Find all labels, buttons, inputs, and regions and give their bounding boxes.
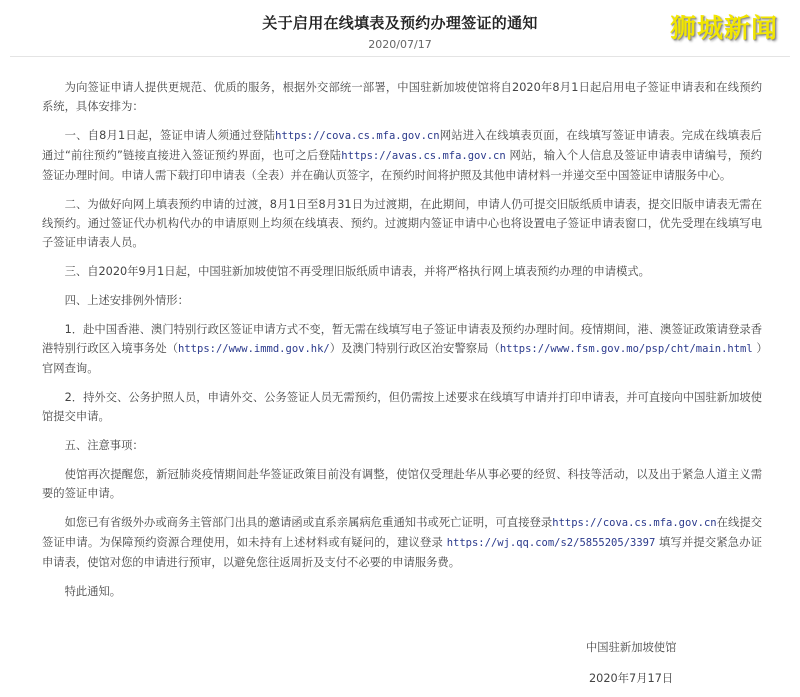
- wj-qq-link[interactable]: https://wj.qq.com/s2/5855205/3397: [446, 537, 656, 549]
- section-4-heading: 四、上述安排例外情形：: [64, 294, 189, 307]
- section-5-2-paragraph: [42, 513, 762, 572]
- immd-link[interactable]: https://www.immd.gov.hk/: [178, 343, 330, 355]
- cova-link[interactable]: https://cova.cs.mfa.gov.cn: [275, 130, 440, 142]
- section-5-2-text-c: 填写并提交紧急办证申请表，使馆对您的申请进行预审，以避免您往返周折及支付不必要的申请服务费。: [42, 536, 762, 569]
- section-2-paragraph: 二、为做好向网上填表预约申请的过渡，8月1日至8月31日为过渡期，在此期间，申请人仍可提交旧版纸质申请表，提交旧版申请表无需在线预约。通过签证代办机构代办的申请原则上均须在线填表、预约。过渡期内签证申请中心也将设置电子签证申请表窗口，优先受理在线填写电子签证申请表人员。: [42, 198, 762, 249]
- section-1-text-b: 网站进入在线填表页面，在线填写签证申请表。完成在线填表后通过“前往预约”链接直接进入签证预约界面，也可之后登陆: [42, 129, 762, 162]
- closing-line: 特此通知。: [64, 585, 122, 598]
- watermark-logo: 狮城新闻: [669, 14, 778, 44]
- section-5-2-text-b: 在线提交签证申请。为保障预约资源合理使用，如未持有上述材料或有疑问的，建议登录: [42, 516, 762, 549]
- section-3-paragraph: 三、自2020年9月1日起，中国驻新加坡使馆不再受理旧版纸质申请表，并将严格执行网上填表预约办理的申请模式。: [64, 265, 650, 278]
- signature-org: 中国驻新加坡使馆: [586, 641, 677, 654]
- section-4-1-text-b: ）及澳门特别行政区治安警察局（: [329, 342, 500, 355]
- section-4-1-paragraph: [42, 320, 762, 378]
- section-4-1-text-a: 1．赴中国香港、澳门特别行政区签证申请方式不变，暂无需在线填写电子签证申请表及预约办理时间。疫情期间，港、澳签证政策请登录香港特别行政区入境事务处（: [42, 323, 762, 355]
- article-header: [0, 0, 800, 56]
- section-4-1-text-c: ）官网查询。: [42, 342, 762, 375]
- section-4-2-paragraph: 2．持外交、公务护照人员，申请外交、公务签证人员无需预约，但仍需按上述要求在线填写申请并打印申请表，并可直接向中国驻新加坡使馆提交申请。: [42, 391, 762, 423]
- cova-link-2[interactable]: https://cova.cs.mfa.gov.cn: [552, 517, 717, 529]
- section-5-2-text-a: 如您已有省级外办或商务主管部门出具的邀请函或直系亲属病危重通知书或死亡证明，可直接登录: [64, 516, 553, 529]
- signature-date: 2020年7月17日: [589, 672, 674, 685]
- section-1-text-c: 网站，输入个人信息及签证申请表申请编号，预约签证办理时间。申请人需下载打印申请表（全表）并在确认页签字，在预约时间将护照及其他申请材料一并递交至中国签证申请服务中心。: [42, 149, 762, 182]
- avas-link[interactable]: https://avas.cs.mfa.gov.cn: [341, 150, 506, 162]
- article-body: [42, 78, 762, 611]
- section-1-text-a: 一、自8月1日起，签证申请人须通过登陆: [64, 129, 276, 142]
- article-title: 关于启用在线填表及预约办理签证的通知: [262, 14, 538, 32]
- publish-date: 2020/07/17: [368, 38, 432, 51]
- intro-paragraph: 为向签证申请人提供更规范、优质的服务，根据外交部统一部署，中国驻新加坡使馆将自2020年8月1日起启用电子签证申请表和在线预约系统，具体安排为：: [42, 81, 762, 113]
- section-5-1-paragraph: 使馆再次提醒您，新冠肺炎疫情期间赴华签证政策目前没有调整，使馆仅受理赴华从事必要的经贸、科技等活动，以及出于紧急人道主义需要的签证申请。: [42, 468, 762, 500]
- header-divider: [10, 56, 790, 57]
- fsm-link[interactable]: https://www.fsm.gov.mo/psp/cht/main.html: [499, 343, 753, 355]
- section-1-paragraph: [42, 126, 762, 185]
- section-5-heading: 五、注意事项：: [64, 439, 144, 452]
